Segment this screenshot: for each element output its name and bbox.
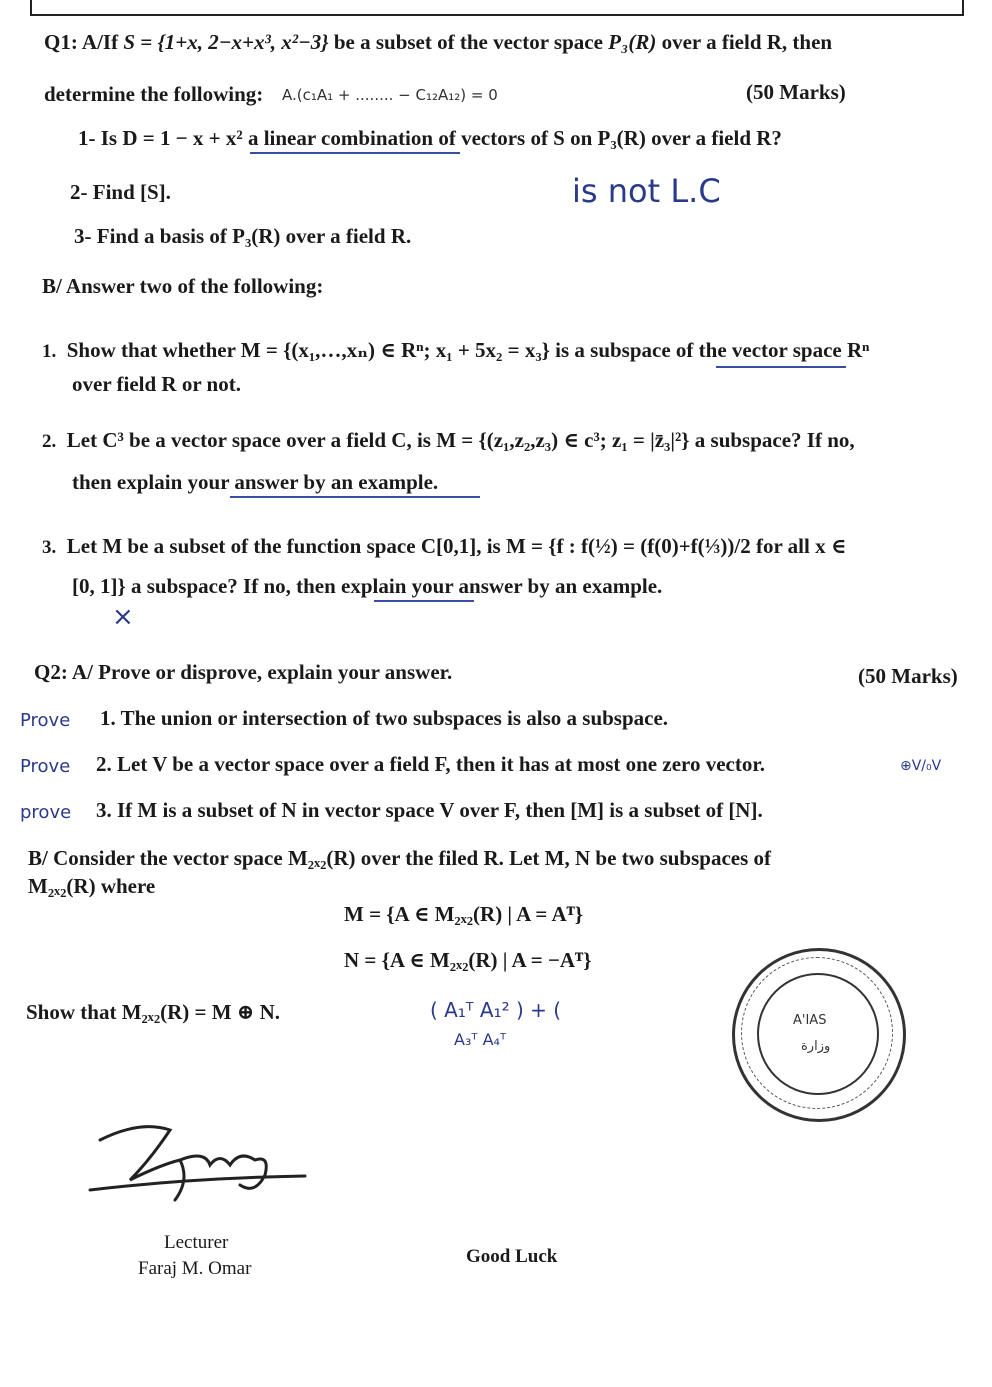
hand-prove-2: Prove (20, 756, 71, 777)
footer-name: Faraj M. Omar (138, 1258, 252, 1279)
q1-b-item-3-num: 3. (42, 537, 57, 558)
pen-underline (716, 366, 846, 368)
hand-prove-1: Prove (20, 710, 71, 731)
stamp-center: A'IAS (793, 1013, 827, 1028)
q2-m-def: M = {A ∈ M₂ₓ₂(R) | A = Aᵀ} (344, 902, 583, 926)
top-border (30, 0, 964, 16)
signature-image (80, 1110, 320, 1210)
q1-b-item-1 (42, 338, 869, 364)
q2-n-def: N = {A ∈ M₂ₓ₂(R) | A = −Aᵀ} (344, 948, 592, 972)
q1-b-item-3-line2: [0, 1]} a subspace? If no, then explain your answer by an example. (72, 574, 663, 598)
q1-b-item-1-line1: Show that whether M = {(x₁,…,xₙ) ∈ Rⁿ; x₁ + 5x₂ = x₃} is a subspace of the vector space Rⁿ (66, 338, 870, 362)
pen-underline (374, 600, 474, 602)
q2-b-line1: B/ Consider the vector space M₂ₓ₂(R) over the filed R. Let M, N be two subspaces of (28, 846, 772, 870)
q1-b-item-1-line2: over field R or not. (72, 372, 241, 396)
hand-side-note: ⊕V/₀V (900, 758, 942, 774)
q1-determine: determine the following: (44, 82, 264, 106)
q2-item-1: 1. The union or intersection of two subspaces is also a subspace. (100, 706, 669, 730)
stamp-label: وزارة (801, 1039, 831, 1054)
q1-field: over a field R, then (661, 30, 833, 54)
q2-b-line2: M₂ₓ₂(R) where (28, 874, 156, 898)
q1-item-1: 1- Is D = 1 − x + x² a linear combination of vectors of S on P₃(R) over a field R? (78, 126, 782, 150)
q1-marks: (50 Marks) (746, 80, 846, 104)
official-stamp (732, 948, 906, 1122)
q2-item-3: 3. If M is a subset of N in vector space V over F, then [M] is a subset of [N]. (96, 798, 763, 822)
q1-b-item-1-num: 1. (42, 341, 57, 362)
hand-x-mark: × (112, 602, 134, 632)
q2-show: Show that M₂ₓ₂(R) = M ⊕ N. (26, 1000, 281, 1024)
hand-bottom-note-1: ( A₁ᵀ A₁² ) + ( (430, 998, 562, 1022)
q1-b-item-2-line2: then explain your answer by an example. (72, 470, 439, 494)
q1-b-item-2-num: 2. (42, 431, 57, 452)
hand-top-scrawl: A.(c₁A₁ + ........ − C₁₂A₁₂) = 0 (282, 86, 498, 104)
footer-lecturer: Lecturer (164, 1232, 229, 1253)
footer-good-luck: Good Luck (466, 1246, 558, 1267)
hand-is-not-lc: is not L.C (572, 172, 721, 210)
q2-a-title: Q2: A/ Prove or disprove, explain your answer. (34, 660, 453, 684)
q1-b-item-3 (42, 534, 846, 560)
q1-b-item-2-line1: Let C³ be a vector space over a field C, is M = {(z₁,z₂,z₃) ∈ c³; z₁ = |z̄₃|²} a subspace? If no, (66, 428, 855, 452)
p3r: P₃(R) (608, 30, 657, 54)
q1-item-2: 2- Find [S]. (70, 180, 171, 204)
pen-underline (250, 152, 460, 154)
hand-bottom-note-2: A₃ᵀ A₄ᵀ (454, 1030, 507, 1049)
hand-prove-3: prove (20, 802, 72, 823)
q1-b-title: B/ Answer two of the following: (42, 274, 324, 298)
q1-b-item-2 (42, 428, 855, 454)
q1-b-item-3-line1: Let M be a subset of the function space C[0,1], is M = {f : f(½) = (f(0)+f(⅓))/2 for all x ∈ (66, 534, 847, 558)
pen-underline (230, 496, 480, 498)
q1-header-line (44, 30, 832, 55)
stamp-inner (757, 973, 879, 1095)
q1-prefix: Q1: A/If (44, 30, 119, 54)
q2-item-2: 2. Let V be a vector space over a field F, then it has at most one zero vector. (96, 752, 765, 776)
q1-item-3: 3- Find a basis of P₃(R) over a field R. (74, 224, 412, 248)
q2-marks: (50 Marks) (858, 664, 958, 688)
q1-suffix: be a subset of the vector space (333, 30, 603, 54)
set-s: S = {1+x, 2−x+x³, x²−3} (123, 30, 329, 54)
